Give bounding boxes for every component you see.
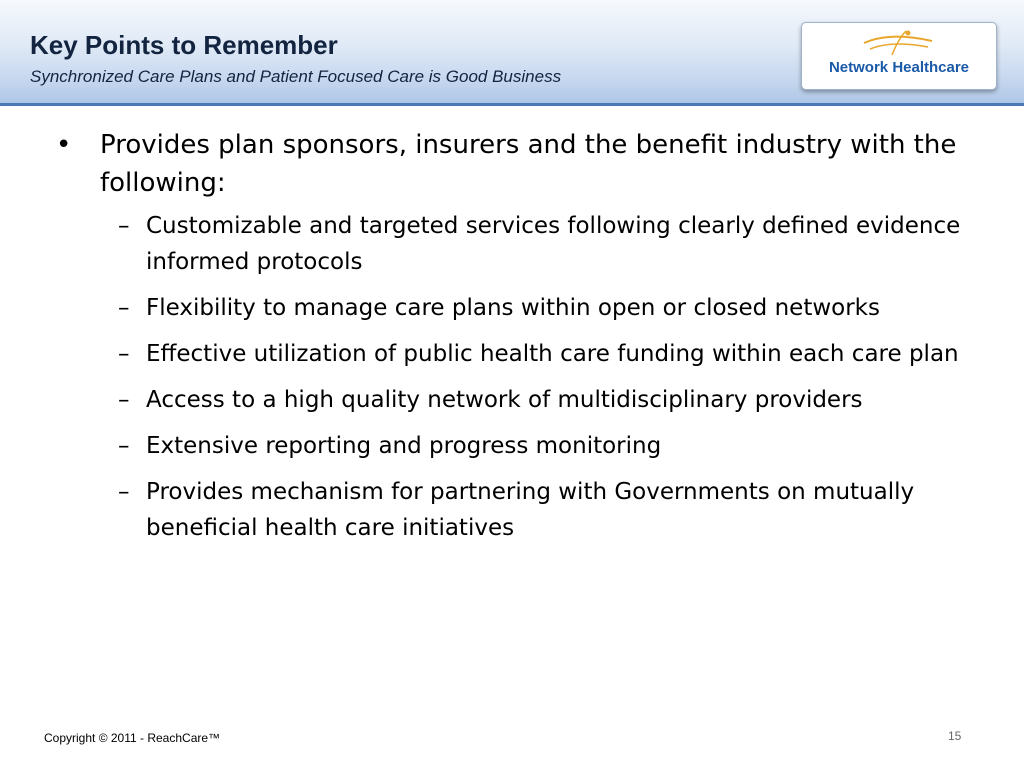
list-item — [118, 336, 976, 372]
list-item-text: Effective utilization of public health care funding within each care plan — [146, 341, 959, 367]
list-item-text: Flexibility to manage care plans within open or closed networks — [146, 295, 880, 321]
list-item — [118, 382, 976, 418]
list-item-text: Extensive reporting and progress monitoring — [146, 433, 662, 459]
list-item-text: Provides mechanism for partnering with Governments on mutually beneficial health care initiatives — [146, 479, 915, 541]
slide-title: Key Points to Remember — [30, 30, 338, 60]
dash-icon: – — [118, 433, 130, 459]
dash-icon: – — [118, 479, 130, 505]
logo-swoosh-icon — [862, 29, 934, 59]
footer-copyright: Copyright © 2011 - ReachCare™ — [44, 731, 221, 745]
list-item-text: Access to a high quality network of multidisciplinary providers — [146, 387, 863, 413]
dash-icon: – — [118, 213, 130, 239]
bullet-icon: • — [56, 130, 72, 160]
network-healthcare-logo — [801, 22, 997, 90]
list-item — [118, 474, 976, 546]
dash-icon: – — [118, 295, 130, 321]
main-bullet-text: Provides plan sponsors, insurers and the benefit industry with the following: — [100, 130, 957, 198]
slide-content — [56, 126, 976, 556]
page-number: 15 — [948, 729, 962, 743]
dash-icon: – — [118, 387, 130, 413]
slide-header — [0, 0, 1024, 103]
sub-bullet-list — [118, 208, 976, 546]
list-item-text: Customizable and targeted services following clearly defined evidence informed protocols — [146, 213, 961, 275]
list-item — [118, 290, 976, 326]
list-item — [118, 208, 976, 280]
slide-subtitle: Synchronized Care Plans and Patient Focused Care is Good Business — [30, 67, 562, 86]
dash-icon: – — [118, 341, 130, 367]
list-item — [118, 428, 976, 464]
header-divider — [0, 103, 1024, 106]
main-bullet — [56, 126, 976, 202]
logo-text: Network Healthcare — [828, 59, 970, 76]
